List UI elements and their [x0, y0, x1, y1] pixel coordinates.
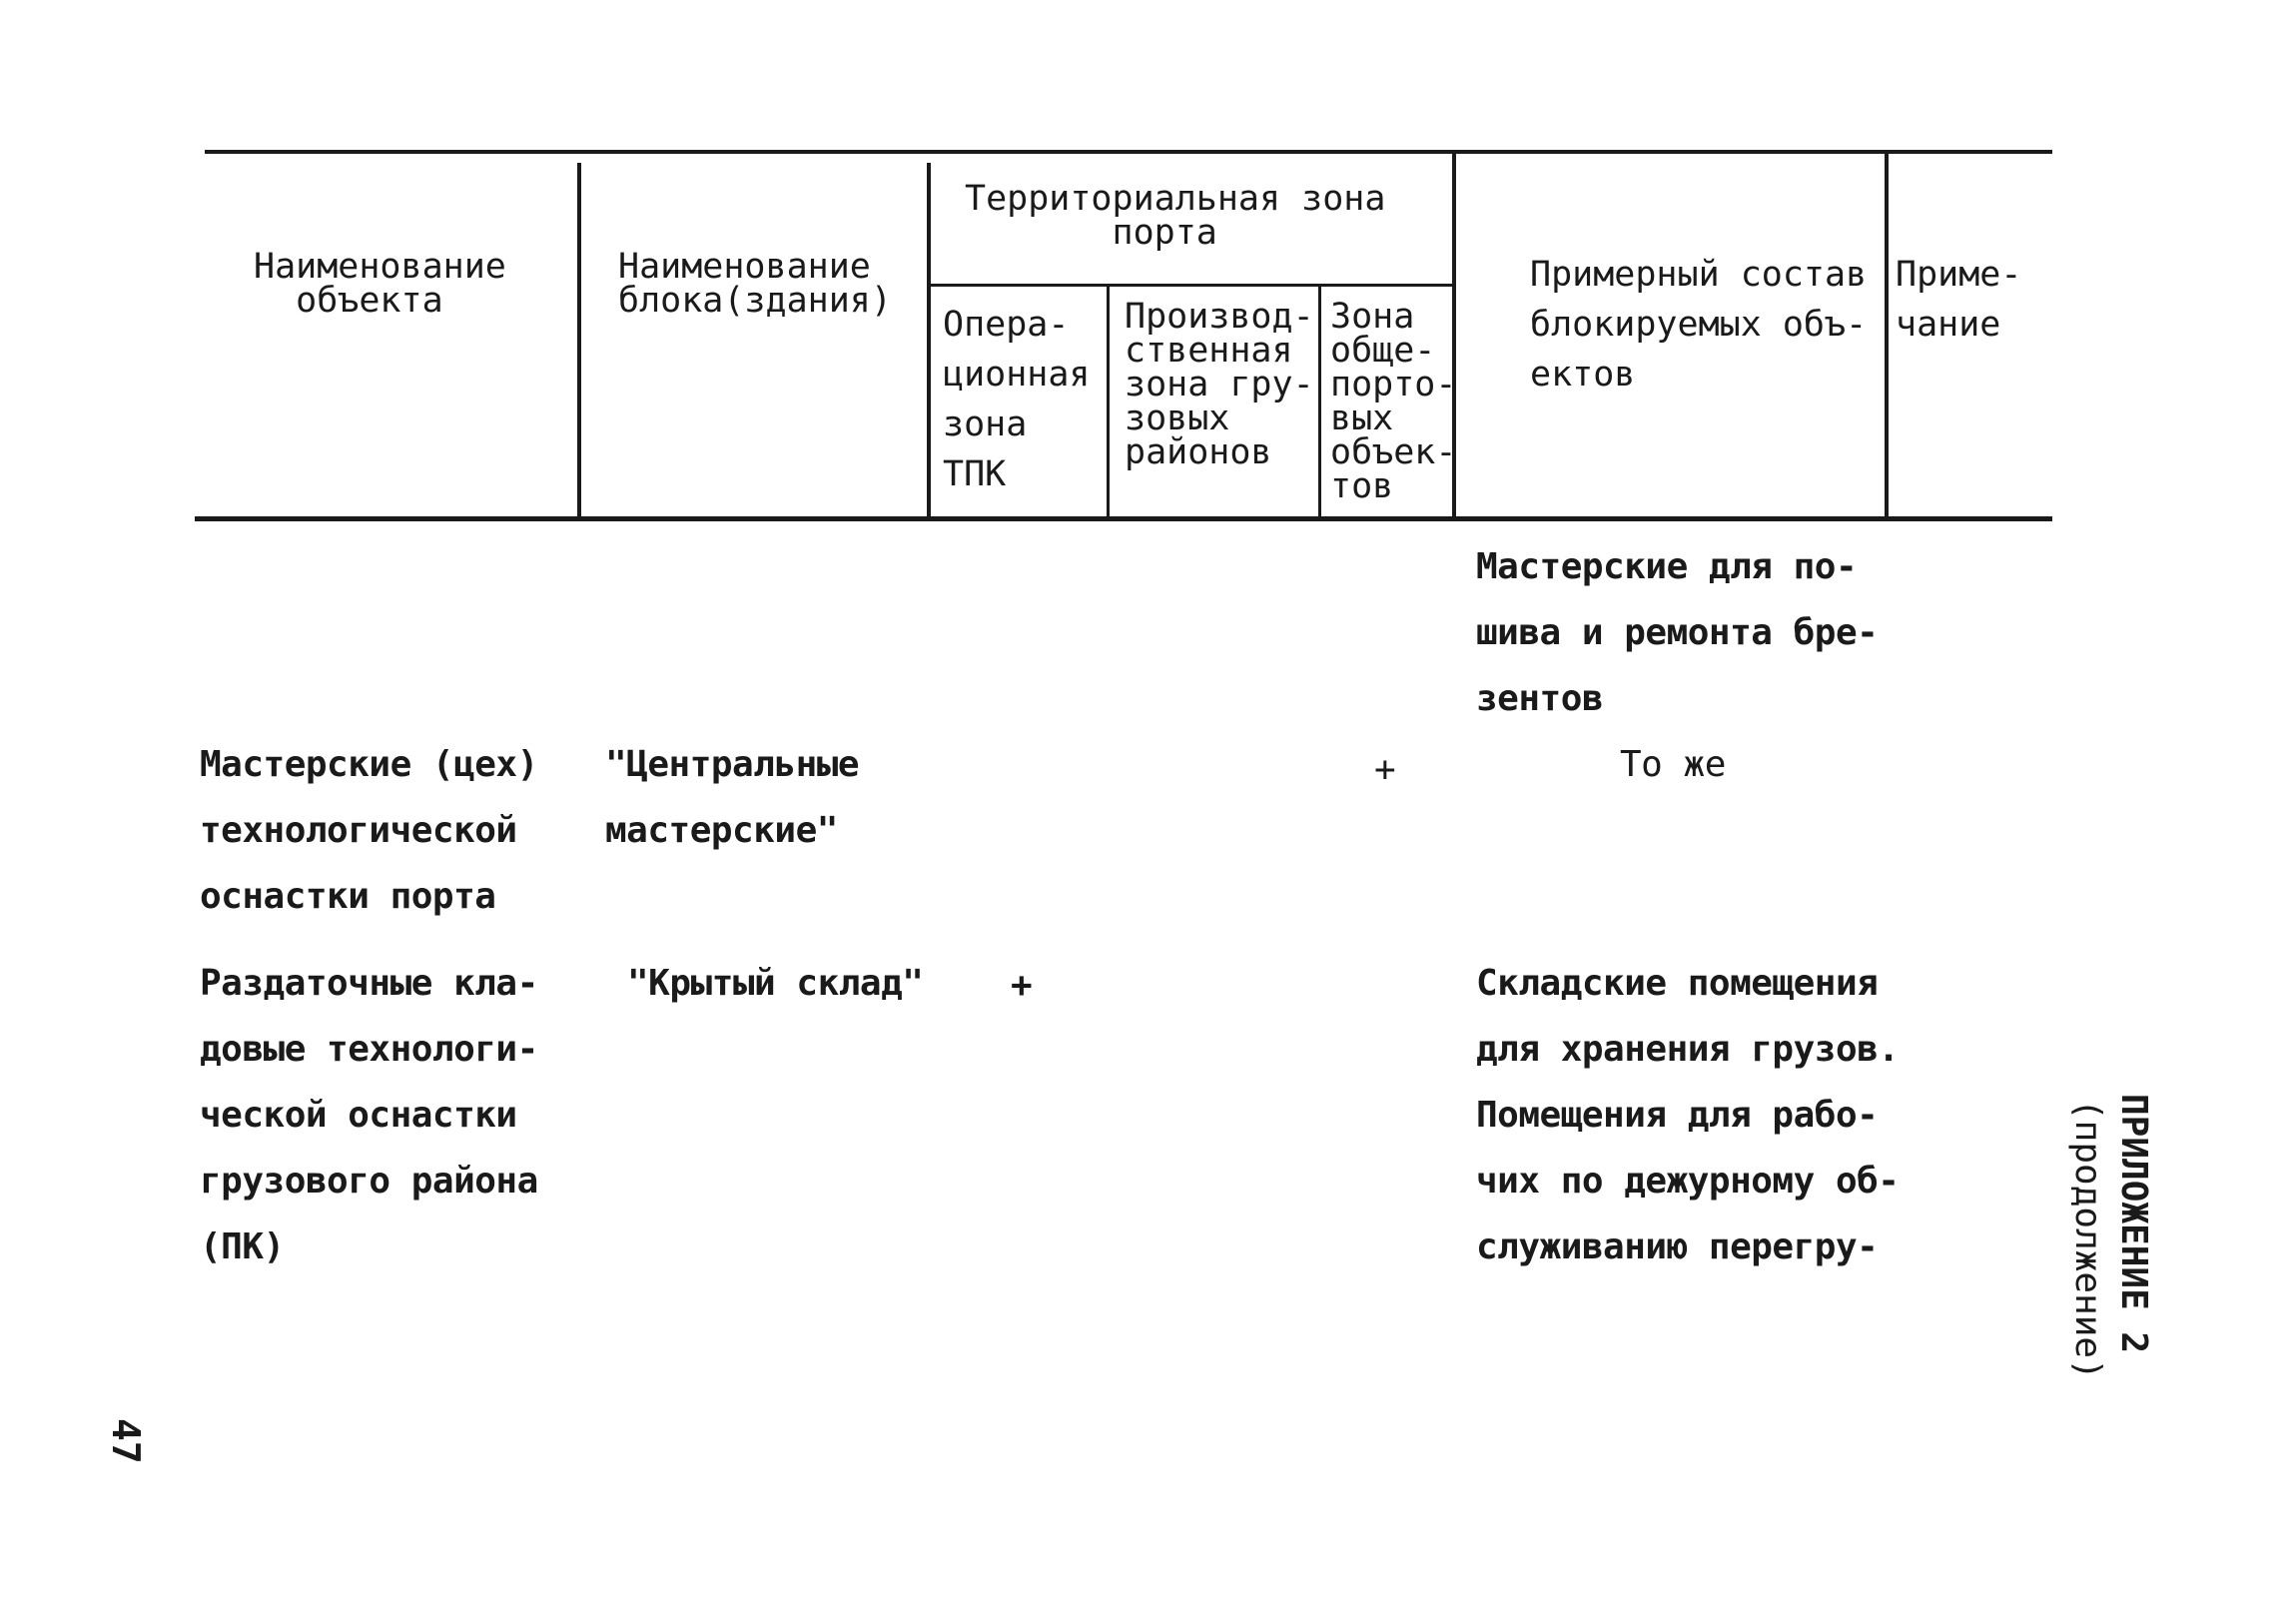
row2-object: Мастерские (цех) технологической оснастки порта: [200, 744, 538, 917]
col-divider-2: [927, 163, 931, 520]
table-top-rule: [205, 150, 2052, 154]
zone-subheader-rule: [929, 284, 1453, 287]
header-block-name: Наименование блока(здания): [618, 247, 892, 321]
row1-composition: Мастерские для по- шива и ремонта бре- зентов: [1476, 546, 1879, 719]
header-object-name: Наименование объекта: [254, 247, 506, 321]
row2-mark-common: +: [1374, 749, 1396, 790]
header-zone-production: Производ- ственная зона гру- зовых районов: [1125, 297, 1314, 472]
page-number: 47: [104, 1418, 148, 1464]
row3-object: Раздаточные кла- довые технологи- ческой оснастки грузового района (ПК): [200, 963, 538, 1267]
col-divider-3: [1107, 286, 1110, 520]
header-composition: Примерный состав блокируемых объ- ектов: [1530, 255, 1868, 395]
table-header-bottom-rule: [195, 516, 2052, 521]
row3-composition: Складские помещения для хранения грузов. Помещения для рабо- чих по дежурному об- служиванию перегру-: [1476, 963, 1900, 1267]
appendix-label: ПРИЛОЖЕНИЕ 2: [2113, 1094, 2154, 1354]
header-territorial-zone: Территориальная зона порта: [965, 179, 1386, 253]
header-zone-operational: Опера- ционная зона ТПК: [943, 305, 1091, 494]
appendix-continuation-label: (продолжение): [2067, 1099, 2108, 1380]
col-divider-4: [1318, 286, 1321, 520]
header-note: Приме- чание: [1896, 255, 2022, 345]
row3-block: "Крытый склад": [627, 963, 924, 1004]
header-zone-common: Зона обще- порто- вых объек- тов: [1330, 297, 1457, 506]
row2-composition: То же: [1620, 744, 1726, 785]
row3-mark-operational: +: [1011, 965, 1033, 1006]
row2-block: "Центральные мастерские": [605, 744, 860, 851]
col-divider-1: [577, 163, 581, 520]
col-divider-6: [1885, 152, 1889, 520]
